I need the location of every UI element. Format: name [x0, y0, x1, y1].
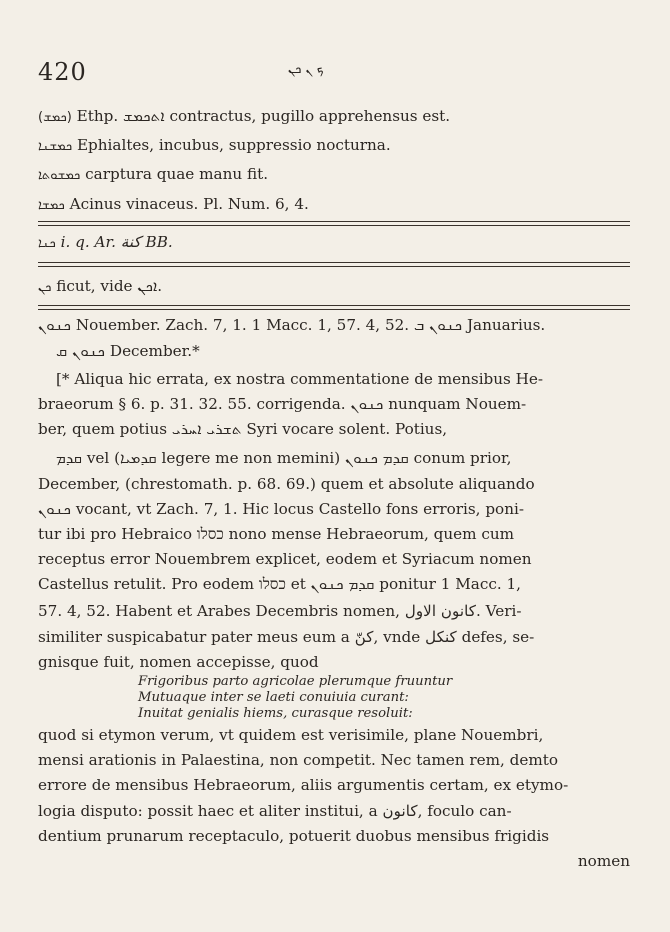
verse-line: Inuitat genialis hiems, curasque resoluit:: [138, 706, 413, 721]
verse-line: Mutuaque inter se laeti conuiuia curant:: [138, 690, 409, 705]
entry-4: ܟܡܫܐ Acinus vinaceus. Pl. Num. 6, 4.: [38, 195, 309, 213]
text-line: ܟܢܘܢ ܩ December.*: [56, 342, 200, 360]
text-line: ber, quem potius ܬܫܪܝ ܐܚܪܝ Syri vocare solent. Potius,: [38, 420, 448, 438]
text-line: dentium prunarum receptaculo, potuerit duobus mensibus frigidis: [38, 827, 550, 845]
section-divider: [38, 262, 630, 267]
text-line: errore de mensibus Hebraeorum, aliis argumentis certam, ex etymo-: [38, 776, 569, 794]
text-line: similiter suspicabatur pater meus eum a كنّ, vnde كنكل defes, se-: [38, 628, 535, 646]
text-line: ܩܕܡ vel (ܩܕܡܝܐ legere me non memini) ܩܕܡ ܟܢܘܢ conum prior,: [56, 449, 512, 467]
text-line: mensi arationis in Palaestina, non competit. Nec tamen rem, demto: [38, 751, 559, 769]
entry-1: (ܟܡܫ) Ethp. ܐܬܟܡܫ contractus, pugillo apprehensus est.: [38, 107, 451, 125]
text-line: receptus error Nouembrem explicet, eodem et Syriacum nomen: [38, 550, 532, 568]
text-line: quod si etymon verum, vt quidem est verisimile, plane Nouembri,: [38, 726, 544, 744]
entry-3: ܟܡܫܘܬܐ carptura quae manu fit.: [38, 165, 269, 183]
text-line: logia disputo: possit haec et aliter institui, a كانون, foculo can-: [38, 802, 512, 820]
text-line: tur ibi pro Hebraico כסלו nono mense Hebraeorum, quem cum: [38, 525, 515, 543]
running-head: ܟ ܢ ܟܢ: [288, 62, 324, 77]
entry-ficut: ܟܢ ficut, vide ܐܟܢ.: [38, 277, 163, 295]
text-line: gnisque fuit, nomen accepisse, quod: [38, 653, 319, 671]
text-line: 57. 4, 52. Habent et Arabes Decembris nomen, كانون الاول. Veri-: [38, 602, 522, 620]
text-line: ܟܢܘܢ vocant, vt Zach. 7, 1. Hic locus Castello fons erroris, poni-: [38, 500, 524, 518]
catchword: nomen: [577, 852, 630, 870]
page-number: 420: [38, 58, 87, 86]
verse-line: Frigoribus parto agricolae plerumque fruuntur: [138, 674, 453, 689]
text-line: ܟܢܘܢ Nouember. Zach. 7, 1. 1 Macc. 1, 57. 4, 52. ܟܢܘܢ ܒ Januarius.: [38, 316, 546, 334]
entry-arabic: ܟܢܐ i. q. Ar. كنة BB.: [38, 233, 173, 251]
text-line: Castellus retulit. Pro eodem כסלו et ܩܕܡ ܟܢܘܢ ponitur 1 Macc. 1,: [38, 575, 521, 593]
section-divider: [38, 221, 630, 226]
text-line: December, (chrestomath. p. 68. 69.) quem et absolute aliquando: [38, 475, 535, 493]
section-divider: [38, 305, 630, 310]
entry-2: ܟܡܫܢܐ Ephialtes, incubus, suppressio nocturna.: [38, 136, 391, 154]
text-line: braeorum § 6. p. 31. 32. 55. corrigenda. ܟܢܘܢ nunquam Nouem-: [38, 395, 527, 413]
text-line: [* Aliqua hic errata, ex nostra commentatione de mensibus He-: [56, 370, 544, 388]
page-header: [38, 58, 630, 88]
